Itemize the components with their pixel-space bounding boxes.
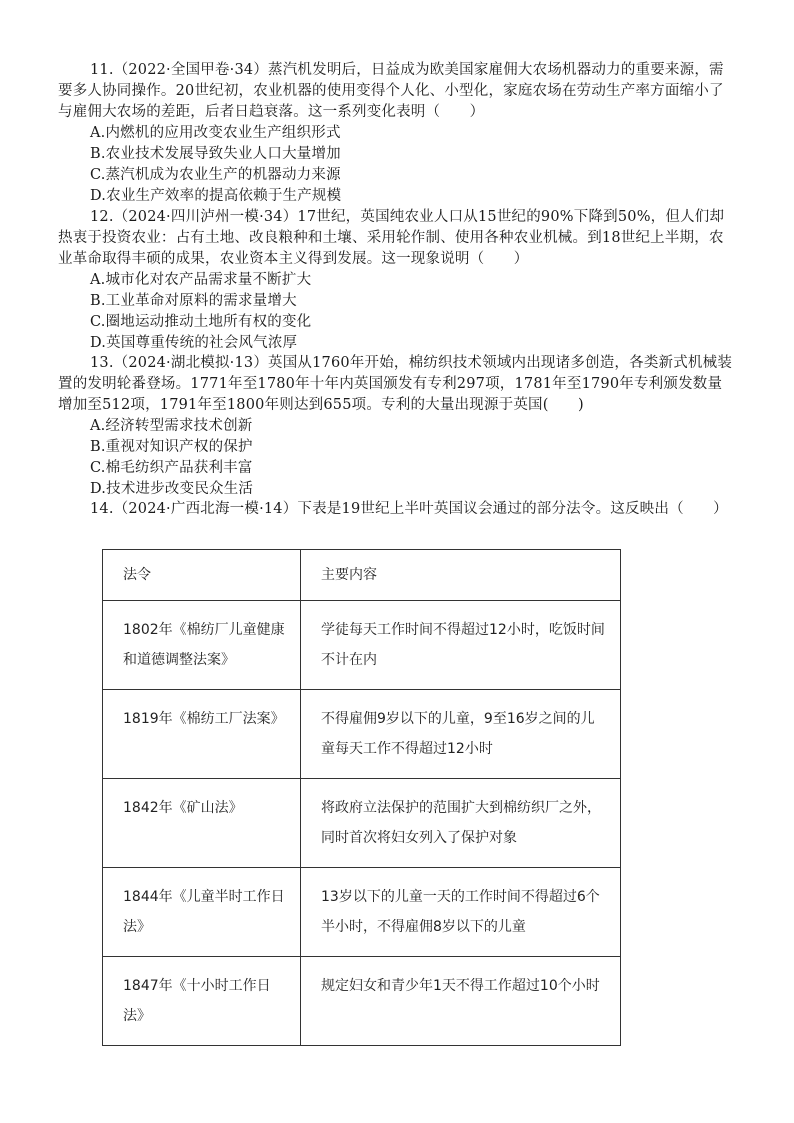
question-14	[58, 499, 734, 520]
law-name: 1842年《矿山法》	[103, 779, 301, 868]
law-content: 不得雇佣9岁以下的儿童，9至16岁之间的儿童每天工作不得超过12小时	[301, 690, 621, 779]
option-a: A.经济转型需求技术创新	[90, 418, 253, 434]
option-b: B.工业革命对原料的需求量增大	[90, 293, 297, 309]
law-name: 1844年《儿童半时工作日法》	[103, 868, 301, 957]
question-12	[58, 207, 734, 354]
option-d: D.技术进步改变民众生活	[90, 481, 254, 497]
law-name: 1847年《十小时工作日法》	[103, 957, 301, 1046]
law-content: 学徒每天工作时间不得超过12小时，吃饭时间不计在内	[301, 601, 621, 690]
question-stem: 12.（2024·四川泸州一模·34）17世纪，英国纯农业人口从15世纪的90%下降到50%，但人们却热衷于投资农业：占有土地、改良粮种和土壤、采用轮作制、使用各种农业机械。到18世纪上半期，农业革命取得丰硕的成果，农业资本主义得到发展。这一现象说明（ ）	[58, 209, 725, 267]
table-row	[103, 868, 621, 957]
laws-table	[102, 549, 621, 1046]
option-c: C.蒸汽机成为农业生产的机器动力来源	[90, 167, 341, 183]
question-11	[58, 60, 734, 207]
law-content: 将政府立法保护的范围扩大到棉纺织厂之外，同时首次将妇女列入了保护对象	[301, 779, 621, 868]
option-d: D.英国尊重传统的社会风气浓厚	[90, 335, 298, 351]
question-stem: 14.（2024·广西北海一模·14）下表是19世纪上半叶英国议会通过的部分法令。这反映出（ ）	[90, 501, 728, 517]
option-d: D.农业生产效率的提高依赖于生产规模	[90, 188, 342, 204]
law-content: 规定妇女和青少年1天不得工作超过10个小时	[301, 957, 621, 1046]
option-b: B.农业技术发展导致失业人口大量增加	[90, 146, 341, 162]
table-row	[103, 779, 621, 868]
question-13	[58, 353, 734, 500]
table-row	[103, 601, 621, 690]
option-a: A.内燃机的应用改变农业生产组织形式	[90, 125, 341, 141]
law-name: 1802年《棉纺厂儿童健康和道德调整法案》	[103, 601, 301, 690]
option-b: B.重视对知识产权的保护	[90, 439, 253, 455]
option-c: C.棉毛纺织产品获利丰富	[90, 460, 253, 476]
option-c: C.圈地运动推动土地所有权的变化	[90, 314, 312, 330]
header-law: 法令	[103, 550, 301, 601]
table-header-row	[103, 550, 621, 601]
table-row	[103, 957, 621, 1046]
question-stem: 11.（2022·全国甲卷·34）蒸汽机发明后，日益成为欧美国家雇佣大农场机器动力的重要来源，需要多人协同操作。20世纪初，农业机器的使用变得个人化、小型化，家庭农场在劳动生产率方面缩小了与雇佣大农场的差距，后者日趋衰落。这一系列变化表明（ ）	[58, 62, 724, 120]
header-content: 主要内容	[301, 550, 621, 601]
law-name: 1819年《棉纺工厂法案》	[103, 690, 301, 779]
table-row	[103, 690, 621, 779]
option-a: A.城市化对农产品需求量不断扩大	[90, 272, 312, 288]
law-content: 13岁以下的儿童一天的工作时间不得超过6个半小时，不得雇佣8岁以下的儿童	[301, 868, 621, 957]
question-stem: 13.（2024·湖北模拟·13）英国从1760年开始，棉纺织技术领域内出现诸多创造，各类新式机械装置的发明轮番登场。1771年至1780年十年内英国颁发有专利297项，1781年至1790年专利颁发数量增加至512项，1791年至1800年则达到655项。专利的大量出现源于英国( )	[58, 355, 733, 413]
